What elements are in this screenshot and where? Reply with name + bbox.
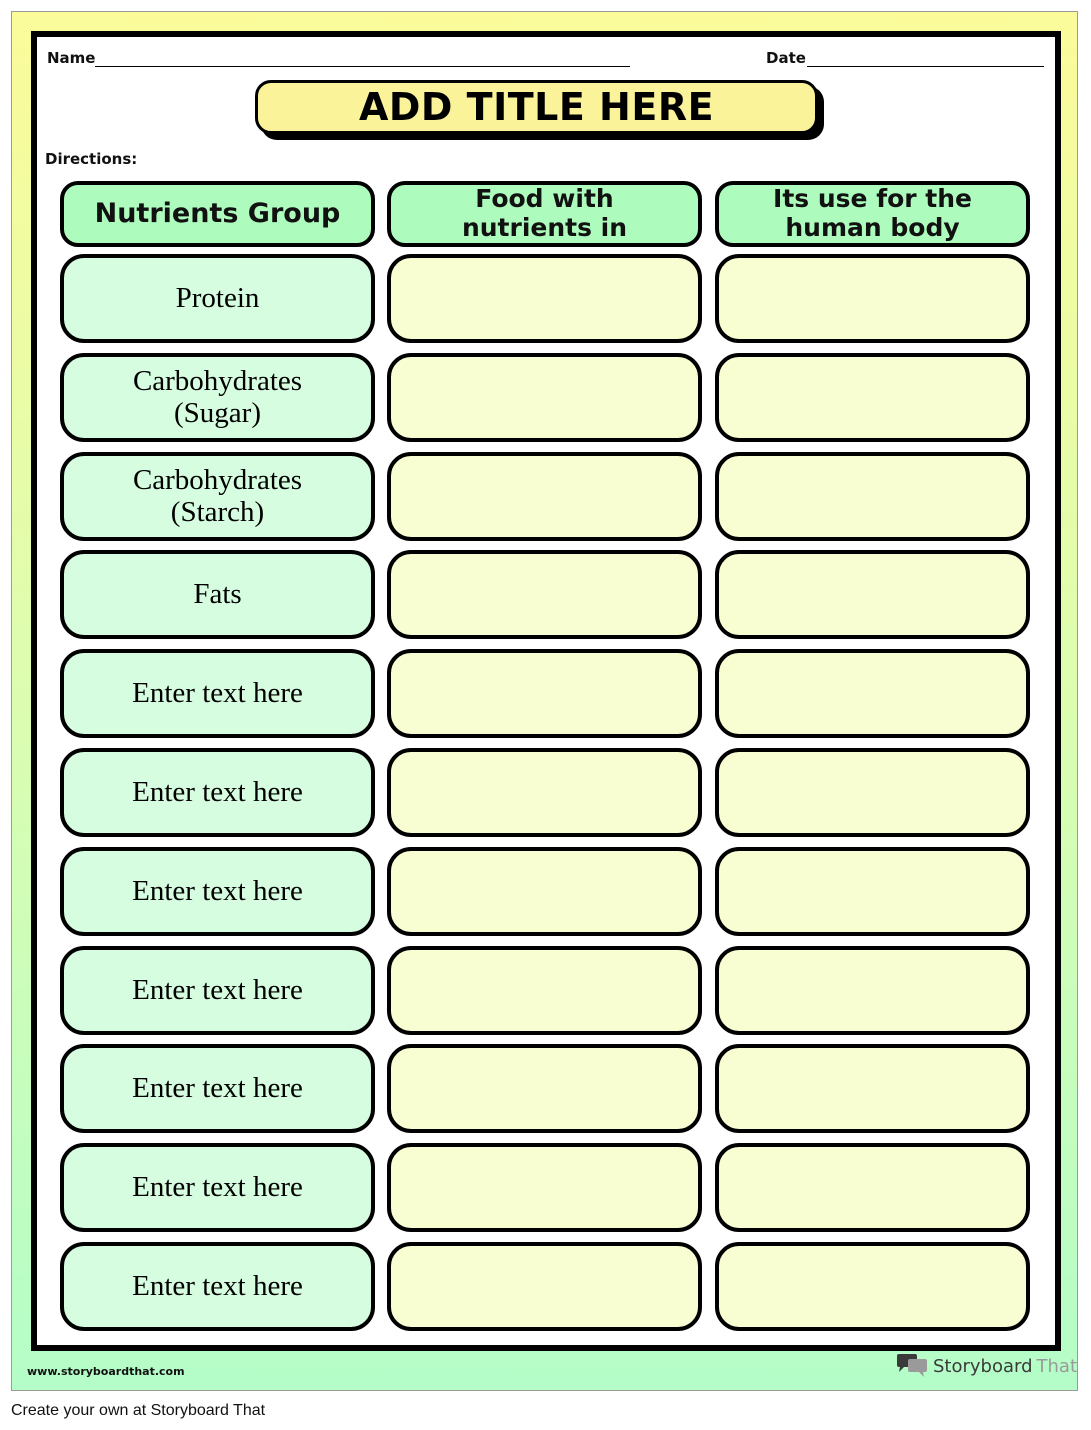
nutrient-cell[interactable]: Enter text here [60,649,375,738]
create-your-own-link[interactable]: Create your own at Storyboard That [11,1402,266,1419]
page-title[interactable]: ADD TITLE HERE [255,80,818,134]
nutrient-cell[interactable]: Carbohydrates (Sugar) [60,353,375,442]
use-answer-cell[interactable] [715,1143,1030,1232]
use-answer-cell[interactable] [715,254,1030,343]
logo-word-that: That [1036,1355,1078,1377]
speech-bubbles-icon [895,1353,929,1379]
use-answer-cell[interactable] [715,550,1030,639]
use-answer-cell[interactable] [715,649,1030,738]
date-line[interactable] [807,66,1044,67]
nutrient-cell[interactable]: Enter text here [60,1242,375,1331]
use-answer-cell[interactable] [715,946,1030,1035]
name-label: Name [47,49,96,67]
column-header-2: Food with nutrients in [387,181,702,247]
nutrient-cell[interactable]: Carbohydrates (Starch) [60,452,375,541]
use-answer-cell[interactable] [715,1044,1030,1133]
date-label: Date [766,49,806,67]
storyboardthat-logo[interactable] [895,1353,1077,1379]
food-answer-cell[interactable] [387,1143,702,1232]
food-answer-cell[interactable] [387,550,702,639]
food-answer-cell[interactable] [387,649,702,738]
use-answer-cell[interactable] [715,353,1030,442]
footer-url[interactable]: www.storyboardthat.com [27,1365,185,1378]
nutrient-cell[interactable]: Enter text here [60,1044,375,1133]
name-line[interactable] [95,66,630,67]
food-answer-cell[interactable] [387,254,702,343]
nutrient-cell[interactable]: Fats [60,550,375,639]
food-answer-cell[interactable] [387,847,702,936]
use-answer-cell[interactable] [715,1242,1030,1331]
use-answer-cell[interactable] [715,452,1030,541]
food-answer-cell[interactable] [387,748,702,837]
food-answer-cell[interactable] [387,946,702,1035]
food-answer-cell[interactable] [387,1044,702,1133]
nutrient-cell[interactable]: Enter text here [60,946,375,1035]
use-answer-cell[interactable] [715,847,1030,936]
food-answer-cell[interactable] [387,353,702,442]
nutrient-cell[interactable]: Enter text here [60,748,375,837]
nutrient-cell[interactable]: Enter text here [60,1143,375,1232]
nutrient-cell[interactable]: Protein [60,254,375,343]
nutrient-cell[interactable]: Enter text here [60,847,375,936]
food-answer-cell[interactable] [387,1242,702,1331]
logo-word-storyboard: Storyboard [933,1355,1033,1377]
use-answer-cell[interactable] [715,748,1030,837]
column-header-3: Its use for the human body [715,181,1030,247]
directions-label: Directions: [45,150,138,168]
column-header-1: Nutrients Group [60,181,375,247]
food-answer-cell[interactable] [387,452,702,541]
